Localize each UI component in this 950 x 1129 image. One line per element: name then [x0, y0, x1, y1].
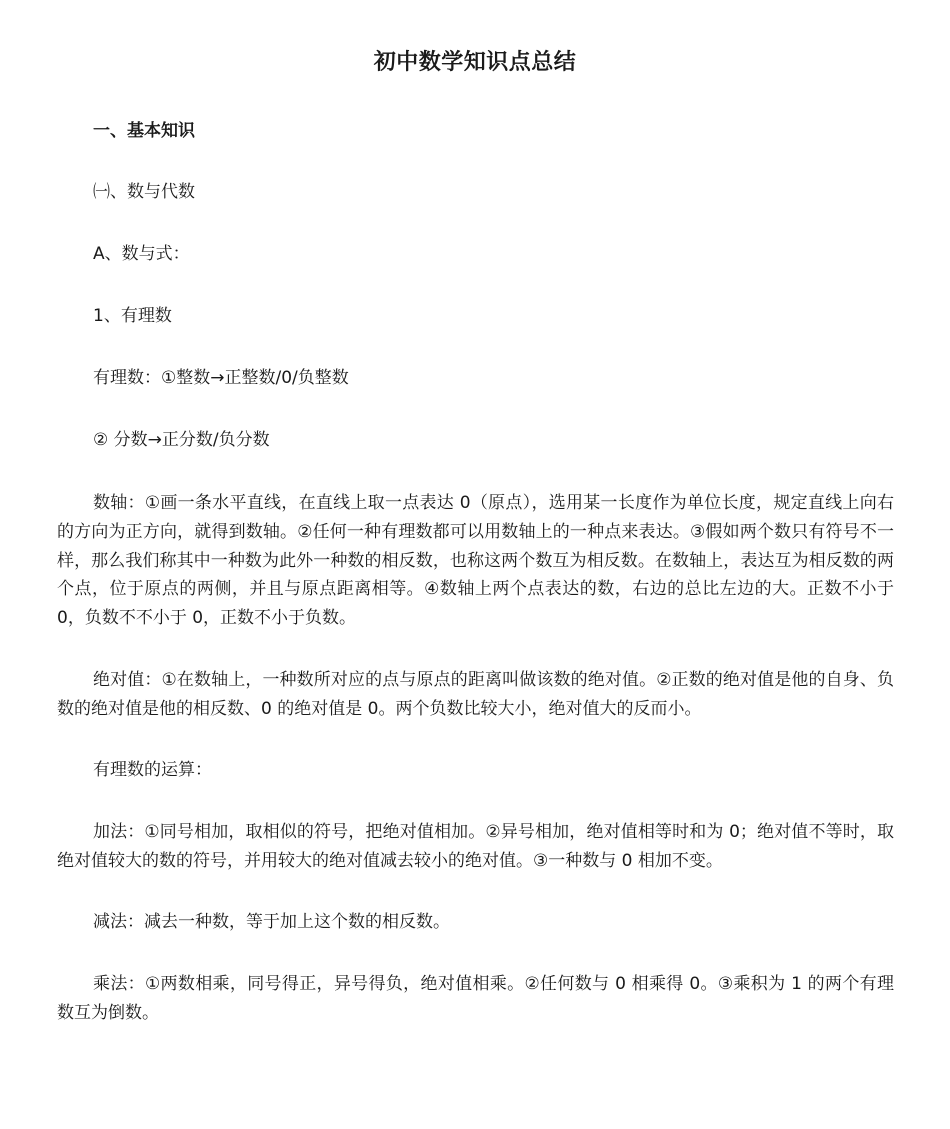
operations-heading: 有理数的运算： — [93, 760, 212, 780]
multiplication-paragraph: 乘法：①两数相乘，同号得正，异号得负，绝对值相乘。②任何数与 0 相乘得 0。③乘积为 1 的两个有理数互为倒数。 — [57, 974, 894, 1023]
document-title: 初中数学知识点总结 — [373, 50, 577, 75]
subsection-heading: ㈠、数与代数 — [93, 182, 195, 202]
absolute-value-paragraph: 绝对值：①在数轴上，一种数所对应的点与原点的距离叫做该数的绝对值。②正数的绝对值是他的自身、负数的绝对值是他的相反数、0 的绝对值是 0。两个负数比较大小，绝对值大的反而小。 — [57, 670, 894, 719]
rational-definition-line-2: ② 分数→正分数/负分数 — [93, 430, 270, 450]
part-heading: A、数与式： — [93, 244, 190, 264]
addition-paragraph: 加法：①同号相加，取相似的符号，把绝对值相加。②异号相加，绝对值相等时和为 0；绝对值不等时，取绝对值较大的数的符号，并用较大的绝对值减去较小的绝对值。③一种数与 0 相加不变。 — [57, 822, 894, 871]
subtraction-paragraph: 减法：减去一种数，等于加上这个数的相反数。 — [93, 912, 450, 932]
rational-definition-line-1: 有理数：①整数→正整数/0/负整数 — [93, 368, 349, 388]
topic-heading: 1、有理数 — [93, 306, 172, 326]
section-heading: 一、基本知识 — [93, 121, 195, 141]
number-axis-paragraph: 数轴：①画一条水平直线，在直线上取一点表达 0（原点），选用某一长度作为单位长度，规定直线上向右的方向为正方向，就得到数轴。②任何一种有理数都可以用数轴上的一种点来表达。③假如两个数只有符号不一样，那么我们称其中一种数为此外一种数的相反数，也称这两个数互为相反数。在数轴上，表达互为相反数的两个点，位于原点的两侧，并且与原点距离相等。④数轴上两个点表达的数，右边的总比左边的大。正数不小于 0，负数不不小于 0，正数不小于负数。 — [57, 493, 894, 629]
